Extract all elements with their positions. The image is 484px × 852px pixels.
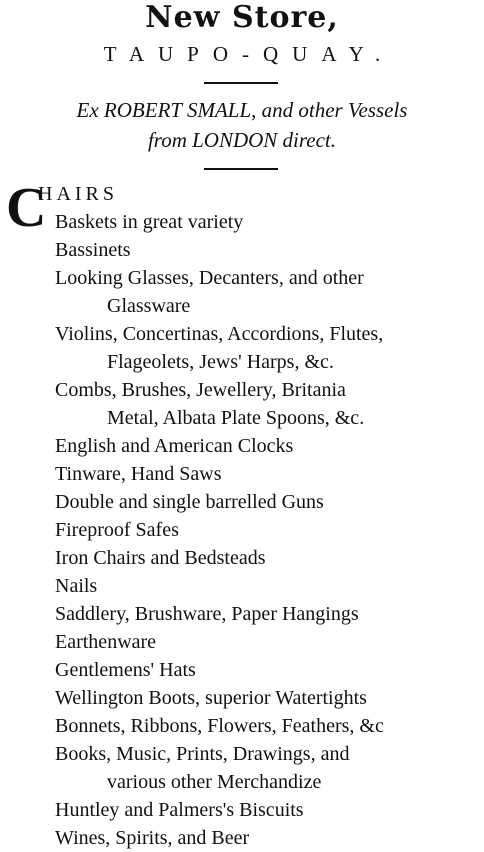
- divider-rule: [204, 82, 278, 84]
- shipment-origin-line: from LONDON direct.: [147, 128, 337, 152]
- list-item: [55, 516, 480, 544]
- list-item-text: Iron Chairs and Bedsteads: [55, 547, 266, 569]
- list-item: [55, 264, 480, 320]
- list-item: [55, 460, 480, 488]
- list-item-text: Combs, Brushes, Jewellery, Britania: [55, 379, 346, 401]
- list-item: [55, 628, 480, 656]
- list-item-text: English and American Clocks: [55, 435, 294, 457]
- list-item-continuation: various other Merchandize: [107, 771, 322, 793]
- list-item-text: Nails: [55, 575, 98, 597]
- list-item-text: Bonnets, Ribbons, Flowers, Feathers, &c: [55, 715, 384, 737]
- list-item-text: Looking Glasses, Decanters, and other: [55, 267, 364, 289]
- list-item: [55, 684, 480, 712]
- list-item-text: Wines, Spirits, and Beer: [55, 827, 250, 849]
- list-item: [55, 544, 480, 572]
- location-subtitle: TAUPO-QUAY.: [103, 42, 395, 66]
- drop-cap: C: [6, 177, 47, 239]
- list-item-text: Fireproof Safes: [55, 519, 179, 541]
- list-item-continuation: Flageolets, Jews' Harps, &c.: [107, 351, 334, 373]
- divider-rule-2: [204, 168, 278, 170]
- list-item-text: Huntley and Palmers's Biscuits: [55, 799, 304, 821]
- list-item: [55, 432, 480, 460]
- list-item-text: Books, Music, Prints, Drawings, and: [55, 743, 350, 765]
- list-item: [55, 656, 480, 684]
- list-item: [55, 488, 480, 516]
- lead-item-chairs: HAIRS: [38, 183, 119, 205]
- list-item: [55, 600, 480, 628]
- list-item: [55, 208, 480, 236]
- list-item: [55, 236, 480, 264]
- shipment-source-line: Ex ROBERT SMALL, and other Vessels: [76, 98, 408, 122]
- list-item-text: Baskets in great variety: [55, 211, 244, 233]
- list-item-continuation: Metal, Albata Plate Spoons, &c.: [107, 407, 365, 429]
- list-item-text: Wellington Boots, superior Watertights: [55, 687, 367, 709]
- list-item: [55, 796, 480, 824]
- list-item-text: Gentlemens' Hats: [55, 659, 196, 681]
- list-item: [55, 824, 480, 852]
- store-title: New Store,: [145, 0, 339, 35]
- list-item: [55, 320, 480, 376]
- list-item-text: Violins, Concertinas, Accordions, Flutes,: [55, 323, 384, 345]
- list-item-text: Bassinets: [55, 239, 131, 261]
- list-item: [55, 376, 480, 432]
- list-item: [55, 572, 480, 600]
- list-item-continuation: Glassware: [107, 295, 191, 317]
- merchandise-list: [55, 208, 480, 852]
- list-item: [55, 740, 480, 796]
- list-item-text: Double and single barrelled Guns: [55, 491, 324, 513]
- list-item-text: Saddlery, Brushware, Paper Hangings: [55, 603, 359, 625]
- list-item: [55, 712, 480, 740]
- list-item-text: Earthenware: [55, 631, 157, 653]
- list-item-text: Tinware, Hand Saws: [55, 463, 222, 485]
